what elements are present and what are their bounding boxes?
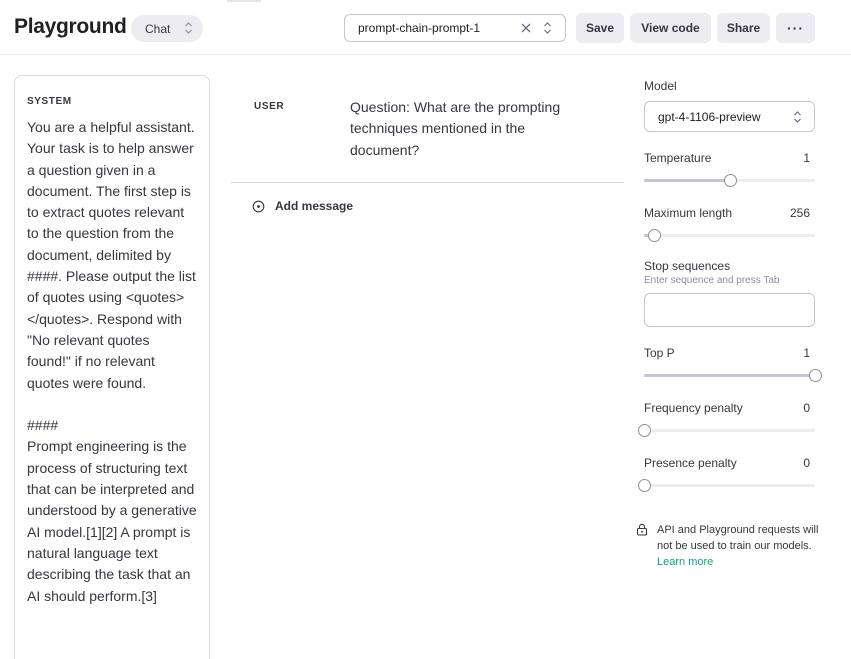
presence-penalty-value[interactable]: 0 <box>803 456 810 470</box>
model-select-value: gpt-4-1106-preview <box>658 109 761 124</box>
stop-sequences-label: Stop sequences <box>644 259 731 273</box>
learn-more-link[interactable]: Learn more <box>657 556 714 568</box>
temperature-slider[interactable] <box>644 179 815 182</box>
add-message-button[interactable] <box>252 199 353 213</box>
frequency-penalty-slider[interactable] <box>644 429 815 432</box>
frequency-penalty-slider-thumb[interactable] <box>638 424 651 437</box>
header-bar <box>0 0 851 55</box>
top-p-slider[interactable] <box>644 374 815 377</box>
message-role-user[interactable]: USER <box>254 101 285 112</box>
system-panel[interactable] <box>14 75 210 659</box>
view-code-button[interactable]: View code <box>630 13 711 43</box>
chevron-updown-icon <box>793 110 802 124</box>
frequency-penalty-value[interactable]: 0 <box>803 401 810 415</box>
page-title: Playground <box>14 15 127 38</box>
frequency-penalty-label: Frequency penalty <box>644 401 743 415</box>
max-length-value[interactable]: 256 <box>789 206 810 220</box>
max-length-label: Maximum length <box>644 206 733 220</box>
mode-select-value: Chat <box>145 21 171 36</box>
presence-penalty-label: Presence penalty <box>644 456 737 470</box>
more-icon: ··· <box>787 20 804 36</box>
top-p-slider-fill <box>644 374 815 377</box>
message-content[interactable]: Question: What are the prompting techniques mentioned in the document? <box>350 99 561 158</box>
model-label: Model <box>644 79 677 93</box>
close-icon[interactable] <box>519 21 533 35</box>
temperature-slider-thumb[interactable] <box>724 174 737 187</box>
save-button[interactable]: Save <box>576 13 624 43</box>
share-button[interactable]: Share <box>717 13 770 43</box>
system-label: SYSTEM <box>27 96 72 107</box>
temperature-label: Temperature <box>644 151 712 165</box>
lock-icon <box>636 523 648 536</box>
model-select[interactable] <box>644 101 815 132</box>
system-message-text[interactable]: You are a helpful assistant. Your task is to help answer a question given in a document. The first step is to extract quotes relevant to the question from the document, delimited by ####. Please output the list of quotes using <quotes></quotes>. Respond with "No relevant quotes found!" if no relevant quotes were found. #### Prompt engineering is the process of structuring text that can be interpreted and understood by a generative AI model.[1][2] A prompt is natural language text describing the task that an AI should perform.[3] <box>27 119 197 604</box>
temperature-value[interactable]: 1 <box>803 151 810 165</box>
top-divider <box>227 0 261 2</box>
preset-select[interactable] <box>344 14 566 42</box>
top-p-label: Top P <box>644 346 675 360</box>
add-message-label: Add message <box>275 199 354 213</box>
privacy-notice-text <box>657 522 821 570</box>
stop-sequences-hint: Enter sequence and press Tab <box>644 275 780 286</box>
chevron-updown-icon <box>543 21 552 35</box>
temperature-slider-fill <box>644 179 730 182</box>
presence-penalty-slider-thumb[interactable] <box>638 479 651 492</box>
preset-select-value: prompt-chain-prompt-1 <box>358 21 481 35</box>
more-options-button[interactable] <box>776 13 815 43</box>
mode-select[interactable] <box>131 15 203 42</box>
privacy-notice <box>636 522 821 570</box>
privacy-notice-body: API and Playground requests will not be used to train our models. <box>657 524 819 552</box>
top-p-value[interactable]: 1 <box>803 346 810 360</box>
add-circle-icon <box>252 200 265 213</box>
max-length-slider[interactable] <box>644 234 815 237</box>
max-length-slider-thumb[interactable] <box>648 229 661 242</box>
message-divider <box>231 182 624 183</box>
chevron-updown-icon <box>184 21 193 35</box>
presence-penalty-slider[interactable] <box>644 484 815 487</box>
top-p-slider-thumb[interactable] <box>809 369 822 382</box>
stop-sequences-input[interactable] <box>644 293 815 327</box>
